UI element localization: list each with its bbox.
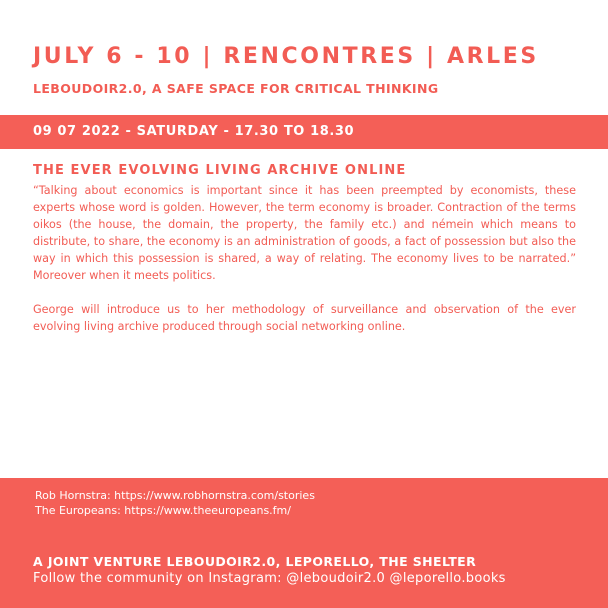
event-date: 09 07 2022 - SATURDAY - 17.30 TO 18.30 [33,124,355,139]
instagram-follow-text: Follow the community on Instagram: @leboudoir2.0 @leporello.books [33,571,506,586]
page-title: JULY 6 - 10 | RENCONTRES | ARLES [33,44,539,69]
description-paragraph-2: George will introduce us to her methodology of surveillance and observation of the ever evolving living archive produced through social networking online. [33,303,576,333]
joint-venture-text: A JOINT VENTURE LEBOUDOIR2.0, LEPORELLO, THE SHELTER [33,554,477,569]
event-description [33,182,576,352]
description-paragraph-1: “Talking about economics is important since it has been preempted by economists, these experts whose word is golden. However, the term economy is broader. Contraction of the terms oikos (the house, the domain, the property, the family etc.) and némein which means to distribute, to share, the economy is an administration of goods, a fact of possession but also the way in which this possession is shared, a way of relating. The economy lives to be narrated.” Moreover when it meets politics. [33,184,576,282]
rob-hornstra-link[interactable]: Rob Hornstra: https://www.robhornstra.com/stories [35,489,315,502]
section-title: THE EVER EVOLVING LIVING ARCHIVE ONLINE [33,163,407,178]
the-europeans-link[interactable]: The Europeans: https://www.theeuropeans.fm/ [35,504,291,517]
page-subtitle: LEBOUDOIR2.0, A SAFE SPACE FOR CRITICAL THINKING [33,81,439,96]
